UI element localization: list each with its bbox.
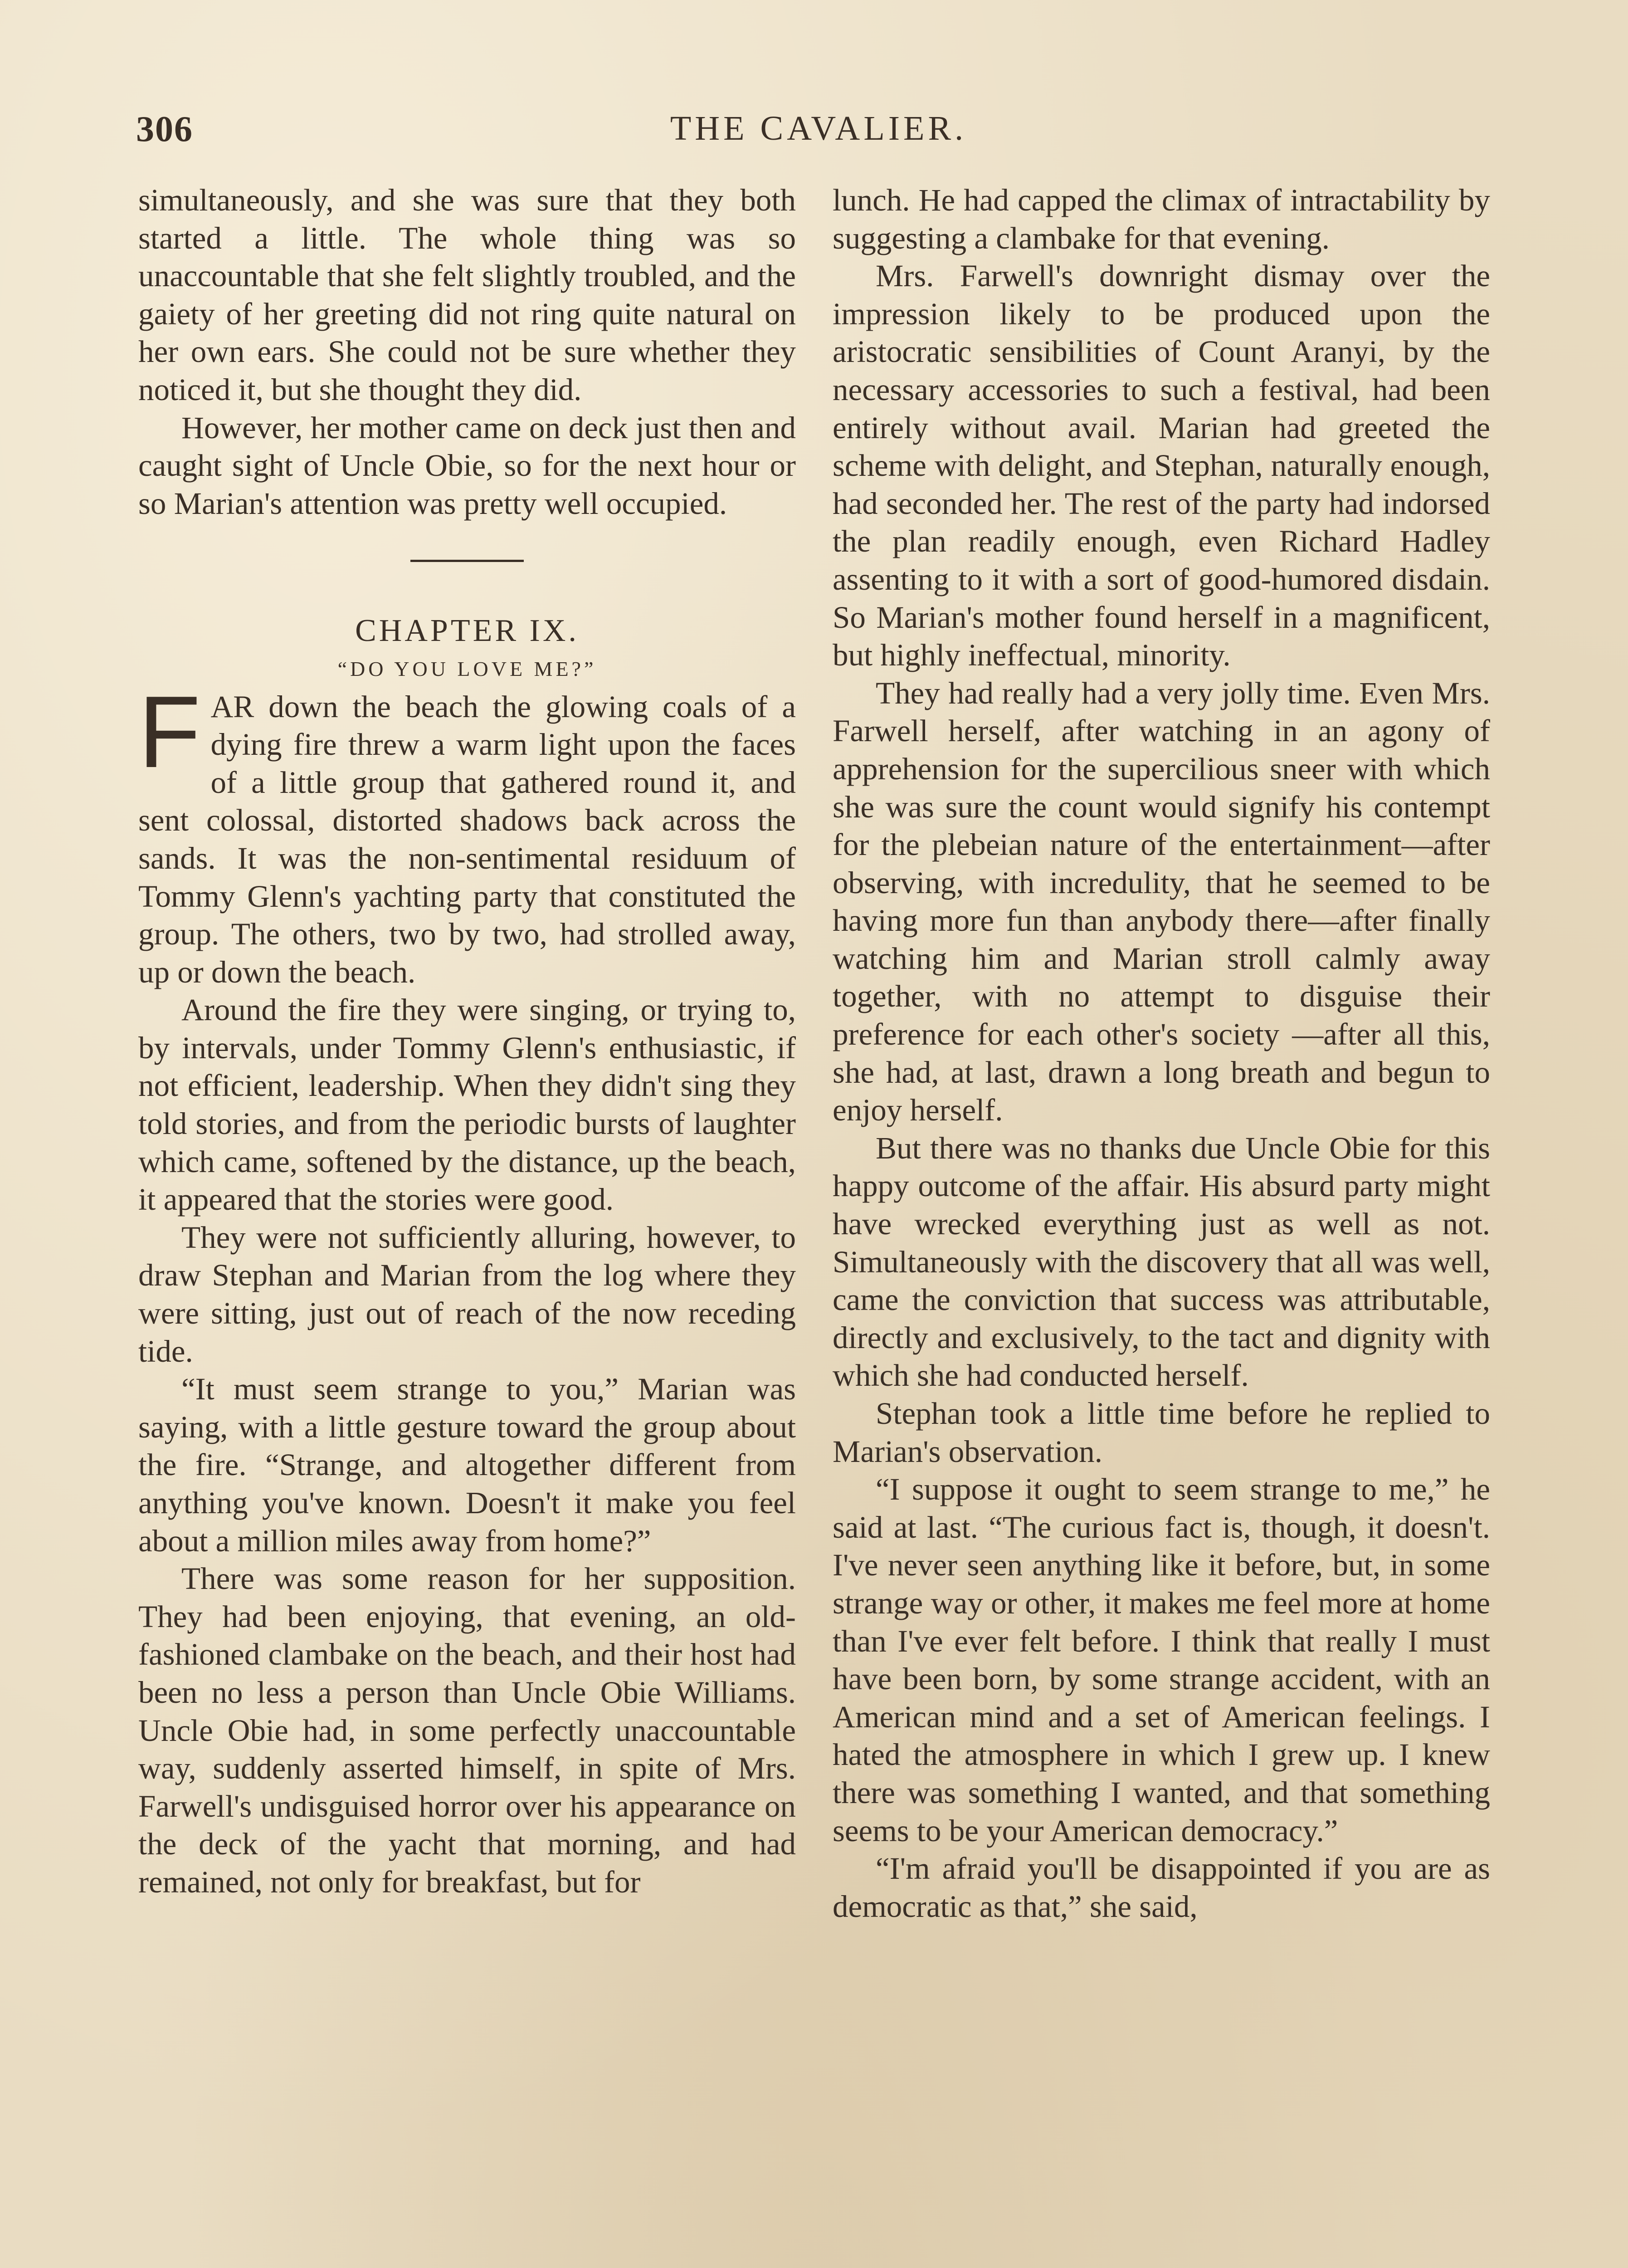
- chapter-subtitle: “DO YOU LOVE ME?”: [337, 657, 597, 680]
- paragraph: Around the fire they were singing, or trying to, by intervals, under Tommy Glenn's enthusiastic, if not efficient, leadership. When they didn't sing they told stories, and from the periodic bursts of laughter which came, softened by the distance, up the beach, it appeared that the stories were good.: [138, 992, 796, 1217]
- paragraph: Stephan took a little time before he replied to Marian's observation.: [833, 1396, 1490, 1469]
- paragraph: They were not sufficiently alluring, however, to draw Stephan and Marian from the log where they were sitting, just out of reach of the now receding tide.: [138, 1220, 796, 1369]
- chapter-opening-paragraph: [138, 674, 796, 992]
- paragraph: But there was no thanks due Uncle Obie for this happy outcome of the affair. His absurd party might have wrecked everything just as well as not. Simultaneously with the discovery that all was well, came the conviction that success was attributable, directly and exclusively, to the tact and dignity with which she had conducted herself.: [833, 1130, 1490, 1393]
- page-header: [136, 109, 1501, 163]
- paragraph: lunch. He had capped the climax of intractability by suggesting a clambake for that evening.: [833, 183, 1490, 255]
- paragraph: simultaneously, and she was sure that they both started a little. The whole thing was so unaccountable that she felt slightly troubled, and the gaiety of her greeting did not ring quite natural on her own ears. She could not be sure whether they noticed it, but she thought they did.: [138, 183, 796, 407]
- chapter-title: CHAPTER IX.: [355, 613, 579, 649]
- paragraph: There was some reason for her supposition. They had been enjoying, that evening, an old-fashioned clambake on the beach, and their host had been no less a person than Uncle Obie Williams. Uncle Obie had, in some perfectly unaccountable way, suddenly asserted himself, in spite of Mrs. Farwell's undisguised horror over his appearance on the deck of the yacht that morning, and had remained, not only for breakfast, but for: [138, 1561, 796, 1899]
- paragraph: However, her mother came on deck just then and caught sight of Uncle Obie, so for the next hour or so Marian's attention was pretty well occupied.: [138, 410, 796, 521]
- paragraph: “I'm afraid you'll be disappointed if you are as democratic as that,” she said,: [833, 1851, 1490, 1924]
- page-number: 306: [136, 109, 193, 149]
- left-column: [138, 181, 796, 1901]
- right-column: [833, 181, 1490, 1926]
- paragraph: “I suppose it ought to seem strange to me,” he said at last. “The curious fact is, though, it doesn't. I've never seen anything like it before, but, in some strange way or other, it makes me feel more at home than I've ever felt before. I think that really I must have been born, by some strange accident, with an American mind and a set of American feelings. I hated the atmosphere in which I grew up. I knew there was something I wanted, and that something seems to be your American democracy.”: [833, 1472, 1490, 1848]
- running-head: THE CAVALIER.: [670, 109, 967, 147]
- paragraph: Mrs. Farwell's downright dismay over the impression likely to be produced upon the aristocratic sensibilities of Count Aranyi, by the necessary accessories to such a festival, had been entirely without avail. Marian had greeted the scheme with delight, and Stephan, naturally enough, had seconded her. The rest of the party had indorsed the plan readily enough, even Richard Hadley assenting to it with a sort of good-humored disdain. So Marian's mother found herself in a magnificent, but highly ineffectual, minority.: [833, 259, 1490, 673]
- paragraph: They had really had a very jolly time. Even Mrs. Farwell herself, after watching in an agony of apprehension for the supercilious sneer with which she was sure the count would signify his contempt for the plebeian nature of the entertainment—after observing, with incredulity, that he seemed to be having more fun than anybody there—after finally watching him and Marian stroll calmly away together, with no attempt to disguise their preference for each other's society —after all this, she had, at last, drawn a long breath and begun to enjoy herself.: [833, 675, 1490, 1128]
- paragraph: “It must seem strange to you,” Marian was saying, with a little gesture toward the group about the fire. “Strange, and altogether different from anything you've known. Doesn't it make you feel about a million miles away from home?”: [138, 1372, 796, 1558]
- section-divider: [410, 560, 524, 562]
- opening-paragraph-text: AR down the beach the glowing coals of a dying fire threw a warm light upon the faces of a little group that gathered round it, and sent colossal, distorted shadows back across the sands. It was the non-sentimental residuum of Tommy Glenn's yachting party that constituted the group. The others, two by two, had strolled away, up or down the beach.: [138, 689, 796, 989]
- drop-cap: F: [138, 674, 201, 789]
